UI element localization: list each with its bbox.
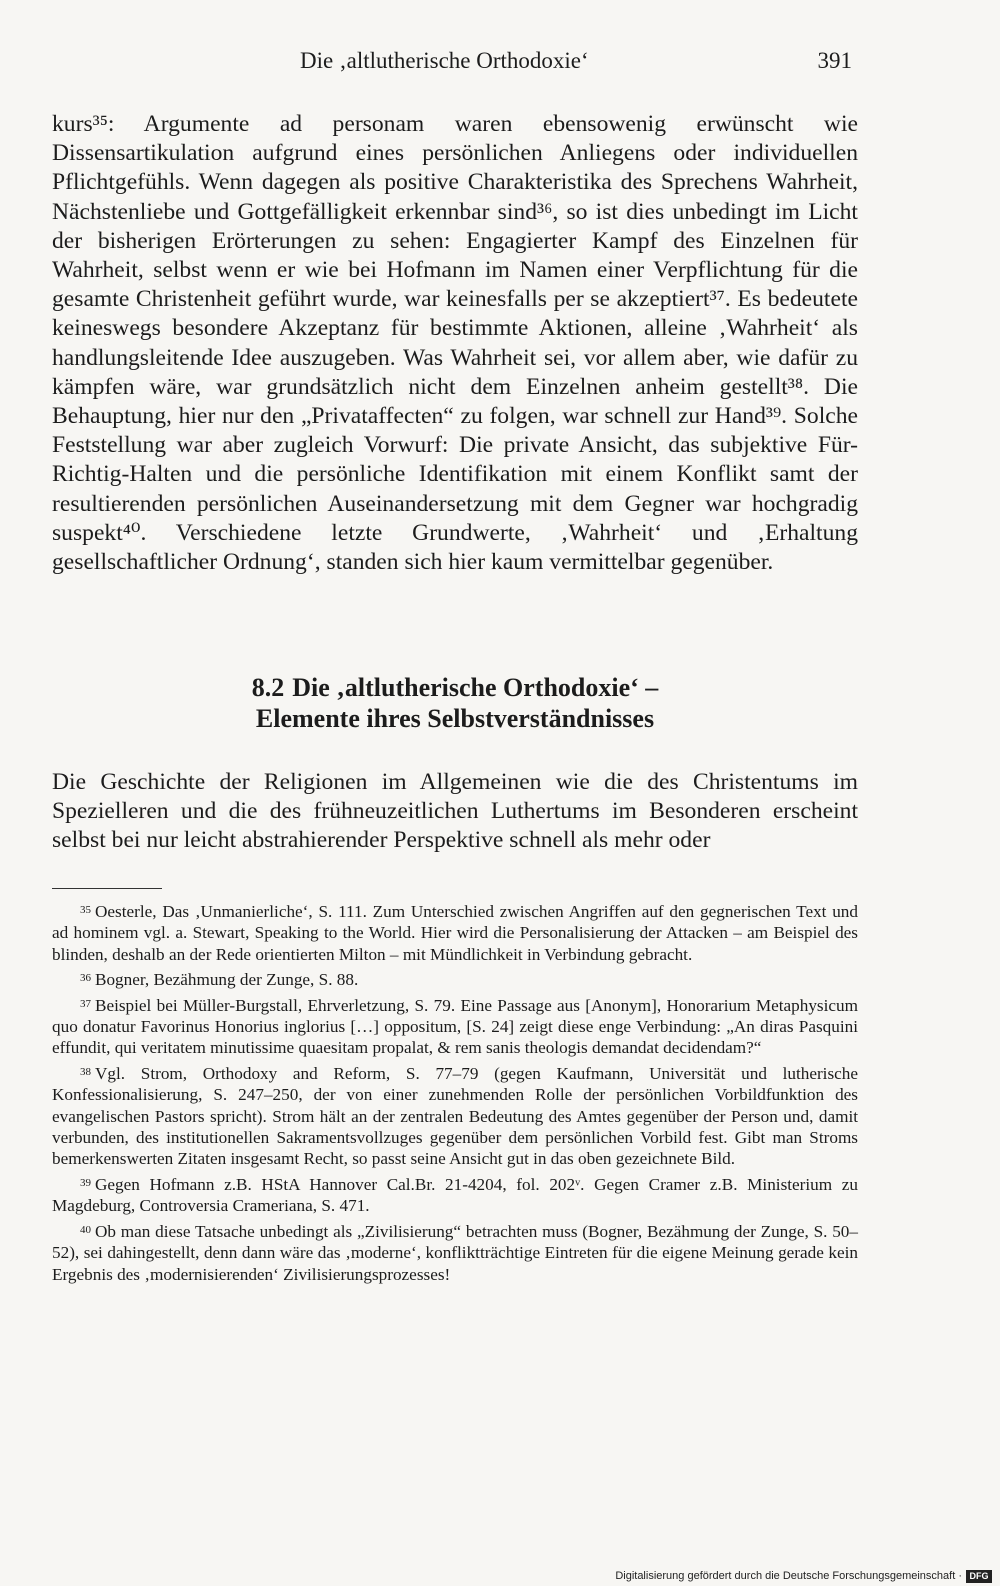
footnote-number: 35: [80, 904, 91, 916]
section-title-line-2: Elemente ihres Selbstverständnisses: [255, 704, 655, 733]
footnote-38: [52, 1062, 858, 1170]
dfg-logo-icon: DFG: [966, 1570, 992, 1583]
footnote-40: [52, 1220, 858, 1285]
footnote-text: Bogner, Bezähmung der Zunge, S. 88.: [95, 970, 359, 990]
footnote-36: [52, 968, 858, 990]
footnote-text: Gegen Hofmann z.B. HStA Hannover Cal.Br. 21-4204, fol. 202ᵛ. Gegen Cramer z.B. Ministerium zu Magdeburg, Controversia Crameriana, S. 471.: [52, 1174, 858, 1216]
running-title: Die ‚altlutherische Orthodoxie‘: [300, 48, 589, 73]
section-heading: [52, 672, 858, 734]
footnote-number: 37: [80, 997, 91, 1010]
footnote-35: [52, 900, 858, 965]
section-number: 8.2: [251, 673, 285, 702]
footnote-37: [52, 994, 858, 1059]
footnote-number: 40: [80, 1223, 91, 1236]
footnote-text: Vgl. Strom, Orthodoxy and Reform, S. 77–79 (gegen Kaufmann, Universität und lutherische Konfessionalisierung, S. 247–250, der von einer zunehmenden Rolle der persönlichen Vorbildfunktion des evangelischen Pastors spricht). Strom hält an der zentralen Bedeutung des Amtes gegenüber der Person und, damit verbunden, des institutionellen Sakramentsvollzuges gegenüber dem persönlichen Vorbild fest. Gibt man Stroms bemerkenswerten Zitaten insgesamt Recht, so passt seine Ansicht gut in das oben gezeichnete Bild.: [52, 1063, 858, 1169]
body-paragraph-1: kurs³⁵: Argumente ad personam waren ebensowenig erwünscht wie Dissensartikulation aufgrund eines persönlichen Anliegens oder individuellen Pflichtgefühls. Wenn dagegen als positive Charakteristika des Sprechens Wahrheit, Nächstenliebe und Gottgefälligkeit erkennbar sind³⁶, so ist dies unbedingt im Licht der bisherigen Erörterungen zu sehen: Engagierter Kampf des Einzelnen für Wahrheit, selbst wenn er wie bei Hofmann im Namen einer Verpflichtung für die gesamte Christenheit geführt wurde, war keinesfalls per se akzeptiert³⁷. Es bedeutete keineswegs besondere Akzeptanz für bestimmte Aktionen, alleine ‚Wahrheit‘ als handlungsleitende Idee auszugeben. Was Wahrheit sei, vor allem aber, wie dafür zu kämpfen wäre, war grundsätzlich nicht dem Einzelnen anheim gestellt³⁸. Die Behauptung, hier nur den „Privataffecten“ zu folgen, war schnell zur Hand³⁹. Solche Feststellung war aber zugleich Vorwurf: Die private Ansicht, das subjektive Für-Richtig-Halten und die persönliche Identifikation mit einem Konflikt samt der resultierenden persönlichen Auseinandersetzung mit dem Gegner war hochgradig suspekt⁴⁰. Verschiedene letzte Grundwerte, ‚Wahrheit‘ und ‚Erhaltung gesellschaftlicher Ordnung‘, standen sich hier kaum vermittelbar gegenüber.: [52, 111, 858, 576]
footnote-39: [52, 1173, 858, 1217]
footnote-number: 39: [80, 1176, 91, 1189]
digitization-credit: Digitalisierung gefördert durch die Deutsche Forschungsgemeinschaft ·: [615, 1570, 962, 1582]
footnote-text: Oesterle, Das ‚Unmanierliche‘, S. 111. Zum Unterschied zwischen Angriffen auf den gegnerischen Text und ad hominem vgl. a. Stewart, Speaking to the World. Hier wird die Personalisierung der Attacken – am Beispiel des blinden, deshalb an der Rede orientierten Milton – mit Mündlichkeit in Verbindung gebracht.: [52, 902, 858, 964]
footnote-number: 38: [80, 1065, 91, 1078]
footnotes: [52, 900, 858, 1288]
section-heading-line-1: [52, 672, 858, 703]
section-title-line-1: Die ‚altlutherische Orthodoxie‘ –: [292, 673, 659, 702]
page-number: 391: [817, 48, 852, 73]
footnote-divider: [52, 888, 162, 889]
footnote-text: Ob man diese Tatsache unbedingt als „Zivilisierung“ betrachten muss (Bogner, Bezähmung der Zunge, S. 50–52), sei dahingestellt, denn dann wäre das ‚moderne‘, konfliktträchtige Eintreten für die eigene Meinung gerade kein Ergebnis des ‚modernisierenden‘ Zivilisierungsprozesses!: [52, 1221, 858, 1284]
footnote-text: Beispiel bei Müller-Burgstall, Ehrverletzung, S. 79. Eine Passage aus [Anonym], Honorarium Metaphysicum quo donatur Favorinus Honorius inglorius […] oppositum, [S. 24] zeigt diese enge Verbindung: „An diras Pasquini effundit, qui veritatem minutissime quaesitam propalat, & rem sanis theologis demandat decidendam?“: [52, 995, 858, 1058]
body-paragraph-2: Die Geschichte der Religionen im Allgemeinen wie die des Christentums im Spezielleren und die des frühneuzeitlichen Luthertums im Besonderen erscheint selbst bei nur leicht abstrahierender Perspektive schnell als mehr oder: [52, 769, 858, 854]
footnote-number: 36: [80, 972, 91, 985]
